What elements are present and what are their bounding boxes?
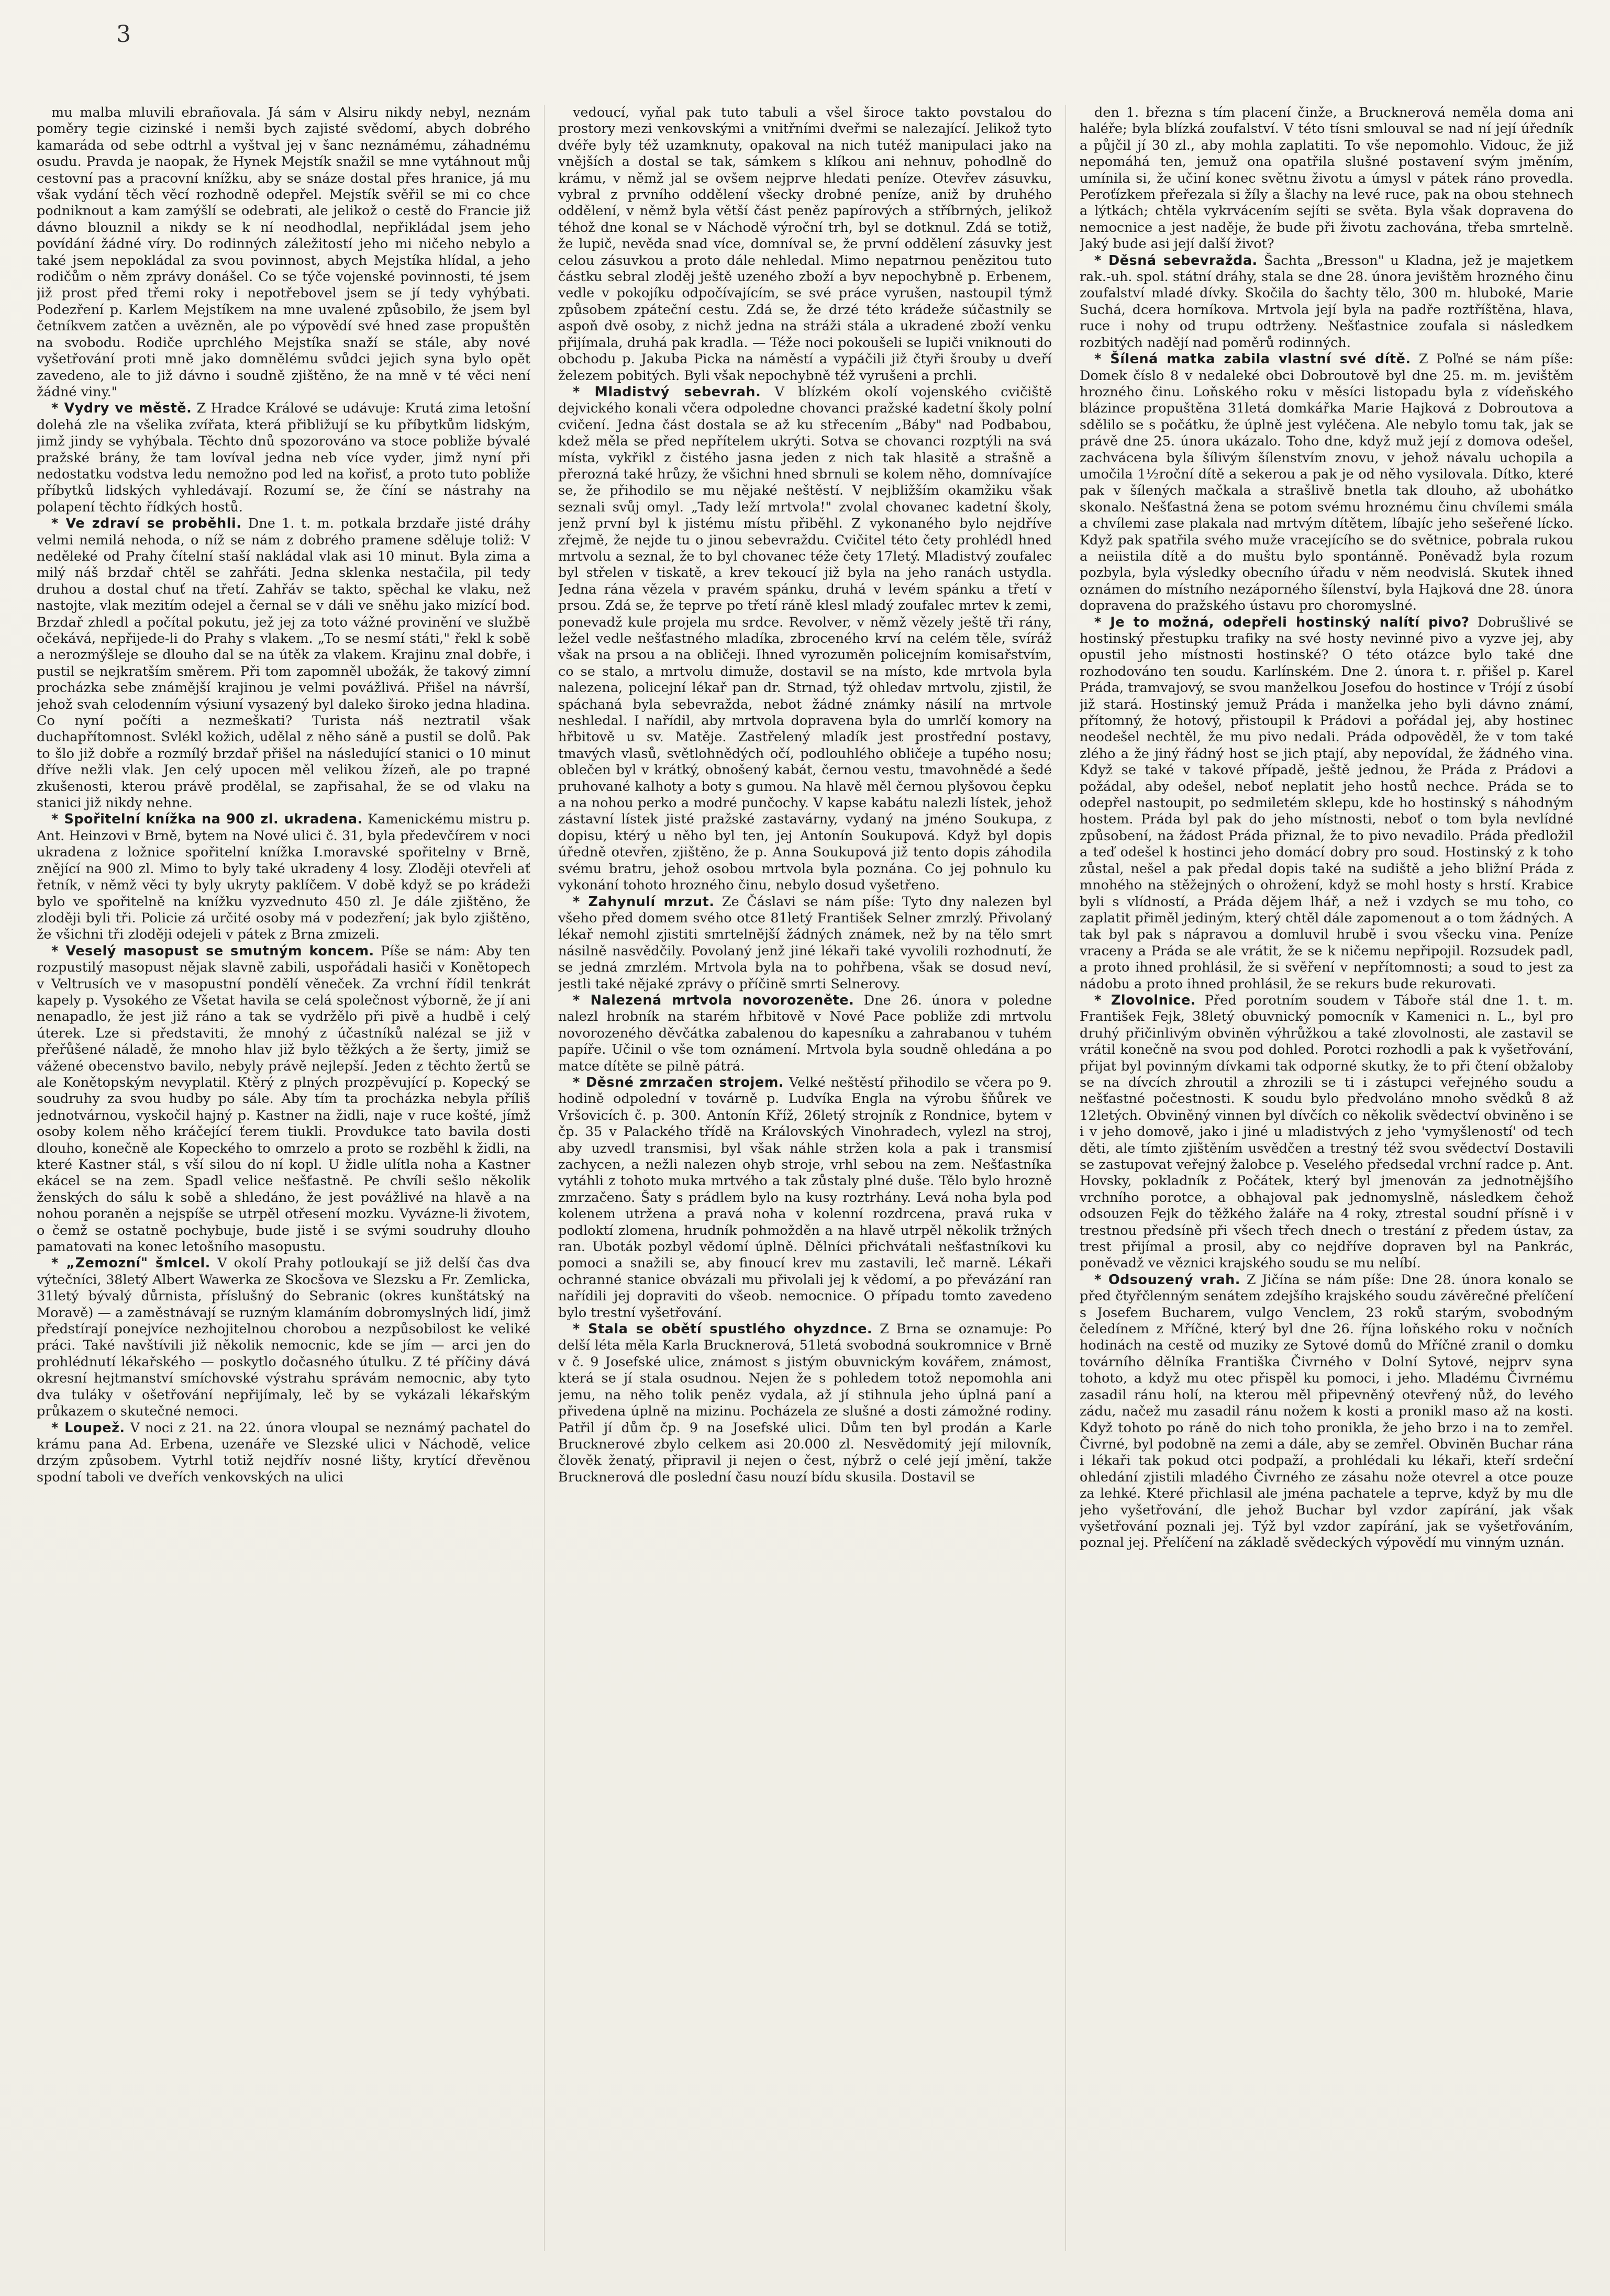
article-text: Píše se nám: Aby ten rozpustilý masopust nějak slavně zabili, uspořádali hasiči v Konětopech v Veltrusích ve v masopustní pondělí věneček. Za vrchní řídil tenkrát kapely p. Vysokého ze Všetat havila se celá společnost výborně, že jí ani nenapadlo, že jest již ráno a tak se vydržělo při pivě a hudbě i celý úterek. Lze si představiti, že mnohý z účastníků nalézal se již v přeřůšené náladě, že mnoho hlav již bylo těžkých a že šerty, jimiž se vážené obecenstvo bavilo, nebyly právě nejlepší. Jeden z těchto žertů se ale Konětopským nevyplatil. Ktěrý z plných prozpěvující p. Kopecký se soudruhy za svou hudby po sále. Aby tím ta procházka nebyla příliš jednotvárnou, vyskočil hajný p. Kastner na židli, naje v ruce košté, jímž osoby kolem něho kráčející ťerem tiukli. Provdukce tato bavila dosti dlouho, konečně ale Kopeckého to omrzelo a proto se rozběhl k židli, na které Kastner stál, s vší silou do ní kopl. U židle ulítla noha a Kastner ekácel se na zem. Spadl velice nešťastně. Pe chvíli sešlo několik ženských do sálu k sobě a shledáno, že jest povážlivé na hlavě a na nohou poraněn a nejspíše se utrpěl otřesení mozku. Vyvázne-li životem, o čemž se ostatně pochybuje, bude jistě i se svými soudruhy dlouho pamatovati na konec letošního masopustu.: [37, 943, 530, 1255]
article-heading: * Zahynulí mrzut.: [573, 894, 715, 910]
article-text: Šachta „Bresson" u Kladna, jež je majetkem rak.-uh. spol. státní dráhy, stala se dne 28. února jevištěm hrozného činu zoufalství mladé dívky. Skočila do šachty tělo, 300 m. hluboké, Marie Suchá, dcera horníkova. Mrtvola její byla na padře roztříštěna, hlava, ruce i nohy od trupu odtrženy. Nešťastnice zoufala si následkem rozbitých nadějí nad poměrů rodinných.: [1080, 252, 1573, 351]
article-text: V okolí Prahy potloukají se již delší čas dva výtečníci, 38letý Albert Wawerka ze Skocšova ve Slezsku a Fr. Zemlicka, 31letý bývalý důrnista, příslušný do Sebranic (okres kunštátský na Moravě) — a zaměstnávají se ruzným klamáním dobromyslných lidí, jimž předstírají ponejvíce nezhojitelnou chorobou a nezpůsobilost ke veliké práci. Také navštívili již několik nemocnic, kde se jím — arci jen do prohlédnutí lékařského — poskytlo dočasného útulku. Z té příčiny dává okresní hejtmanství smíchovské výstrahu správám nemocnic, aby tyto dva tuláky v ošetřování nepřijímaly, leč by se vykázali lékařským průkazem o skutečné nemoci.: [37, 1255, 530, 1420]
article-text: V noci z 21. na 22. února vloupal se neznámý pachatel do krámu pana Ad. Erbena, uzenáře ve Slezské ulici v Náchodě, velice drzým způsobem. Vytrhl totiž nejdřív nosné lišty, krytící dřevěnou spodní taboli ve dveřích venkovských na ulici: [37, 1420, 530, 1485]
article-text: Dne 1. t. m. potkala brzdaře jisté dráhy velmi nemilá nehoda, o níž se nám z dobrého pramene sděluje toliž: V neděleké od Prahy čítelní staší nakládal vlak asi 10 minut. Byla zima a milý náš brzdař chtěl se zahřáti. Jedna sklenka nestačila, pil tedy druhou a dostal chuť na třetí. Zahřáv se takto, spěchal ke vlaku, než nastojte, vlak mezitím odejel a černal se v dáli ve sněhu jako mizící bod. Brzdař zhledl a počítal pokutu, jež jej za toto vážné provinění ve službě očekává, nepřijede-li do Prahy s vlakem. „To se nesmí státi," řekl k sobě a nerozmýšleje se dlouho dal se na útěk za vlakem. Krajinu znal dobře, i pustil se nejkratším směrem. Při tom zapomněl ubožák, že takový zimní procházka sebe známější krajinou je velmi povážlivá. Přišel na návrší, jehož svah celodenním výsiuní vysazený byl daleko široko jedna hladina. Co nyní počíti a nezmeškati? Turista náš neztratil však duchapřítomnost. Svlékl kožich, udělal z něho sáně a pustil se dolů. Pak to šlo již dobře a rozmílý brzdař přišel na následující stanici o 10 minut dříve nežli vlak. Jen celý upocen měl velikou žízeň, ale po trapné zkušenosti, kterou právě prodělal, se zapřisahal, že se od vlaku na stanici již nikdy nehne.: [37, 516, 530, 811]
column-1: [37, 105, 530, 2251]
article-heading: * Ve zdraví se proběhli.: [51, 516, 242, 532]
article-text: Z Brna se oznamuje: Po delší léta měla Karla Brucknerová, 51letá svobodná soukromnice v Brně v č. 9 Josefské ulice, známost s jistým obuvnickým kovářem, známost, která se jí stala osudnou. Nejen že s pohledem totož nepomohla ani jemu, na něho tolik peněz vydala, až jí stihnula jeho úplná paní a přivedena úplně na mizinu. Pocházela ze slušné a dosti zámožné rodiny. Patřil jí dům čp. 9 na Josefské ulici. Dům ten byl prodán a Karle Brucknerové zbylo celkem asi 20.000 zl. Nesvědomitý její milovník, člověk ženatý, připravil ji nejen o čest, nýbrž o celé její jmění, takže Brucknerová dle poslední času nouzí bídu skusila. Dostavil se: [558, 1321, 1052, 1485]
article-text: mu malba mluvili ebrañovala. Já sám v Alsiru nikdy nebyl, neznám poměry tegie cizinské i nemši bych zajisté svědomí, abych dobrého kamaráda od sebe odtrhl a vyštval jej v šanc neznámému, záhadnému osudu. Pravda je naopak, že Hynek Mejstík snažil se mne vytáhnout můj cestovní pas a pracovní knížku, aby se snáze dostal přes hranice, já mu však vydání těch věcí rozhodně odepřel. Mejstík svěřil se mi co chce podniknout a kam zamýšlí se odebrati, ale jelikož o cestě do Francie již dávno blouznil a nikdy se k ní neodhodlal, nepřikládal jsem jeho povídání žádné víry. Do rodinných záležitostí jeho mi ničeho nebylo a také jsem nepokládal za svou povinnost, abych Mejstíka hlídal, a jeho rodičům o něm zprávy donášel. Co se týče vojenské povinnosti, té jsem již prost před třemi roky i nepotřebovel jsem se jí tedy vyhýbati. Podezření p. Karlem Mejstíkem na mne uvalené způsobilo, že jsem byl četníkvem zatčen a uvězněn, ale po výpovědí své hned zase propuštěn na svobodu. Rodiče uprchlého Mejstíka snaží se stále, aby nové vyšetřování proti mně jako domnělému svůdci jejich syna bylo opět zavedeno, ale to již dávno i soudně zjištěno, že na mně v té věci není žádné viny.": [37, 105, 530, 400]
article: [1080, 105, 1573, 253]
article-heading: * Odsouzený vrah.: [1094, 1272, 1240, 1288]
article-text: V blízkém okolí vojenského cvičiště dejvického konali včera odpoledne chovanci pražské kadetní školy polní cvičení. Jedna část dostala se až ku střecením „Báby" nad Podbabou, kdež měla se před nepřítelem ukrýti. Sotva se chovanci rozptýli na svá místa, vykřikl z čistého jasna jeden z nich tak hlasitě a strašně a přerozná také hrůzy, že všichni hned sbrnuli se kolem něho, domnívajíce se, že přihodilo se mu nějaké neštěstí. V nejbližším okamžiku však seznali svůj omyl. „Tady leží mrtvola!" zvolal chovanec kadetní školy, jenž první byl k jistému místu přiběhl. Z vykonaného bylo nejdříve zřejmě, že nejde tu o jinou sebevraždu. Cvičitel této čety prohlédl hned mrtvolu a seznal, že to byl chovanec téže čety 17letý. Mladistvý zoufalec byl střelen v tiskatě, a krev tekoucí již byla na jeho ranách ustydla. Jedna rána vězela v pravém spánku, druhá v levém spánku a třetí v prsou. Zdá se, že teprve po třetí ráně klesl mladý zoufalec mrtev k zemi, ponevadž kule projela mu srdce. Revolver, v němž vězely ještě tři rány, ležel vedle nešťastného mladíka, zbroceného krví na celém těle, svíráž však na prsou a na obličeji. Ihned vyrozuměn policejním komisařstvím, co se stalo, a mrtvolu dimuže, dostavil se na místo, kde mrtvola byla nalezena, policejní lékař pan dr. Strnad, týž ohledav mrtvolu, zjistil, že spáchaná byla sebevražda, nebot žádné známky násilí na mrtvole neshledal. I nařídil, aby mrtvola dopravena byla do umrlčí komory na hřbitově u sv. Matěje. Zastřelený mladík jest prostřední postavy, tmavých vlasů, světlohnědých očí, podlouhlého obličeje a tupého nosu; oblečen byl v krátký, obnošený kabát, černou vestu, tmavohnědé a šedé pruhované kalhoty a boty s gumou. Na hlavě měl černou plyšovou čepku a na nohou perko a modré punčochy. V kapse kabátu nalezli lístek, jehož zástavní lístek jisté pražské zastavárny, vydaný na jméno Soukupa, z dopisu, ktérý u něho byl ten, jej Antonín Soukupová. Když byl dopis úředně otevřen, zjištěno, že p. Anna Soukupová již tento dopis záhodila svému bratru, jehož osobou mrtvola byla poznána. Co jej pohnulo ku vykonání tohoto hrozného činu, nebylo dosud vyšetřeno.: [558, 384, 1052, 894]
article-heading: * Vydry ve městě.: [51, 400, 192, 417]
article: [558, 1321, 1052, 1486]
article-text: Z Hradce Králové se udávuje: Krutá zima letošní dolehá zle na všelika zvířata, která přibližují se ku příbytkům lidským, jimž jindy se vyhýbala. Těchto dnů spozorováno va stoce pobliže bývalé pražské brány, že tam lovíval jedna neb více vyder, jimž nyní při nedostatku vodstva ledu nemožno pod led na kořisť, a proto tuto pobliže příbytků lidských vyhledávají. Rozumí se, že číní se nástrahy na polapení těchto řídkých hostů.: [37, 400, 530, 515]
column-2: [558, 105, 1052, 2251]
article-heading: * Stala se obětí spustlého ohyzdnce.: [573, 1321, 873, 1338]
article-heading: * Nalezená mrtvola novorozeněte.: [573, 992, 854, 1008]
article: [558, 993, 1052, 1075]
article-heading: * Veselý masopust se smutným koncem.: [51, 943, 374, 959]
article-text: vedoucí, vyňal pak tuto tabuli a všel široce takto povstalou do prostory mezi venkovskými a vnitřními dveřmi se nalezající. Jelikož tyto dvéře byly též uzamknuty, opakoval na nich tutéž manipulaci jako na vnějších a dostal se tak, sámkem s klíkou ani nehnuv, pohodlně do krámu, v němž jal se ovšem nejprve hledati peníze. Otevřev zásuvku, vybral z prvního oddělení všecky drobné peníze, aniž by druhého oddělení, v němž byla větší část peněz papírových a stříbrných, jelikož téhož dne konal se v Náchodě výroční trh, byl se dotknul. Zdá se totiž, že lupič, nevěda snad více, domníval se, že první oddělení zásuvky jest celou zásuvkou a proto dále nehledal. Mimo nepatrnou penězitou tuto částku sebral zloděj ještě uzeného zboží a byv nepochybně p. Erbenem, vedle v pokojíku odpočívajícím, se své práce vyrušen, nastoupil týmž způsobem zpáteční cestu. Zdá se, že drzé této krádeže súčastnily se aspoň dvě osoby, z nichž jedna na stráži stála a ukradené zboží venku přijímala, druhá pak kradla. — Téže noci pokoušeli se lupiči vniknouti do obchodu p. Jakuba Picka na náměstí a vypáčili již čtyři šrouby u dveří železem pobitých. Byli však nepochybně též vyrušeni a prchli.: [558, 105, 1052, 384]
article: [37, 105, 530, 400]
article-text: Dobrušlivé se hostinský přestupku trafiky na své hosty nevinné pivo a vyzve jej, aby opustil jeho místnosti hostinské? O této otázce bylo také dne rozhodováno ten soudu. Karlínském. Dne 2. února t. r. přišel p. Karel Práda, tramvajový, se svou manželkou Josefou do hostince v Trójí z úsobí již stará. Hostinský jemuž Práda i manželka jeho byli dávno známí, přítomný, že hotový, přistoupil k Prádovi a pořádal jej, aby hostinec neodešel nechtěl, že mu pivo nedali. Práda odpověděl, že v tom také zlého a že jiný řádný host se jich ptají, aby nepovídal, že žádného vina. Když se také v takové případě, ještě jednou, že Práda z Prádovi a požádal, aby odešel, neboť neplatit jeho hostů nechce. Práda se to odepřel nastoupit, po sedmiletém sklepu, kde ho hostinský s náhodným hostem. Práda byl pak do jeho místnosti, neboť o tom byla nevlídné způsobení, na žádost Práda přiznal, že to pivo nevadilo. Práda předložil a teď odešel k hostinci jeho domácí dobry pro soud. Hostinský z k toho zůstal, nešel a pak předal dopis také na sudiště a jeho bližní Práda z mnohého na stěžejných o ohrožení, když se mohl hosty s hrstí. Krabice byli s vlídností, a Práda dějem lhář, a než i vzdych se mu toho, co zaplatit přiměl jediným, který chtěl dále zapomenout a o tom žádných. A tak byl pak s nápravou a domluvil hrubě i svou všecku vina. Peníze vraceny a Práda se ale vrátit, že se k ničemu nepřipojil. Rozsudek padl, a proto ihned prohlásil, že si svěření v nepřítomnosti; a soud to jest za nádobu a proto ihned prohlásil, že se rekurs bude rekurovati.: [1080, 614, 1573, 992]
article-heading: * Loupež.: [51, 1420, 125, 1436]
column-divider: [544, 105, 545, 2251]
article-heading: * Je to možná, odepřeli hostinský nalítí pivo?: [1094, 614, 1470, 630]
article: [1080, 351, 1573, 615]
article: [558, 1075, 1052, 1321]
article: [37, 400, 530, 516]
column-divider: [1065, 105, 1066, 2251]
article-text: Velké neštěstí přihodilo se včera po 9. hodině odpolední v továrně p. Ludvíka Engla na výrobu šňůrek ve Vršovicích č. p. 300. Antonín Kříž, 26letý strojník z Rondnice, bytem v čp. 35 v Palackého třídě na Královských Vinohradech, vylezl na stroj, aby uzvedl transmisi, byl však náhle stržen kola a pak i transmisí zachycen, a nežli nalezen ohyb stroje, vrhl sebou na zem. Nešťastníka vytáhli z tohoto muka mrtvého a tak zůstaly plné duše. Tělo bylo hrozně zmrzačeno. Šaty s prádlem bylo na kusy roztrhány. Levá noha byla pod kolenem utržena a pravá noha v kolenní rozdrcena, pravá ruka v podloktí zlomena, hrudník pohmožděn a na hlavě utrpěl několik tržných ran. Uboták pozbyl vědomí úplně. Dělníci přichvátali nešťastníkovi ku pomoci a snažili se, aby finoucí krev mu zastavili, leč marně. Lékaři ochranné stanice obvázali mu přivolali jej k vědomí, a po převázání ran nařídili jej dopraviti do všeob. nemocnice. O případu tomto zavedeno bylo trestní vyšetřování.: [558, 1074, 1052, 1321]
article-heading: * Mladistvý sebevrah.: [573, 384, 761, 400]
article-text: Dne 26. února v poledne nalezl hrobník na starém hřbitově v Nové Pace pobliže zdi mrtvolu novorozeného děvčátka zabalenou do kapesníku a zahrabanou v tuhém papíře. Učinil o vše tom oznámení. Mrtvola byla soudně ohledána a po matce dítěte se pilně pátrá.: [558, 992, 1052, 1074]
article-text: den 1. března s tím placení činže, a Brucknerová neměla doma ani haléře; byla blízká zoufalství. V této tísni smlouval se nad ní její úředník a půjčil jí 30 zl., aby mohla zaplatiti. To vše nepomohlo. Vidouc, že již nepomáhá ten, jemuž ona opatřila slušné postavení svým jměním, umínila si, že učiní konec světnu životu a úmysl v pátek ráno provedla. Peroťízkem přeřezala si žíly a šlachy na levé ruce, pak na obou stehnech a lýtkách; chtěla vykrvácením sejíti se světa. Byla však dopravena do nemocnice a jest naděje, že bude při životu zachována, třeba smrtelně. Jaký bude asi její další život?: [1080, 105, 1573, 252]
article-heading: * Zlovolnice.: [1094, 992, 1196, 1008]
article-text: Z Poľné se nám píše: Domek číslo 8 v nedaleké obci Dobroutově byl dne 25. m. m. jevištěm hrozného činu. Loňského roku v měsíci listopadu byla z vídeňského blázince propuštěna 31letá domkářka Marie Hajková z Dobroutova a sdělilo se s počátku, že úplně jest vyléčena. Ale nebylo tomu tak, jak se právě dne 25. února ukázalo. Toho dne, když muž její z domova odešel, zachvácena byla šílivým šílenstvím znovu, v jehož návalu uchopila a umočila 1½roční dítě a sekerou a pak je od něho vysilovala. Dítko, které pak v šílených mačkala a strašlivě bnetla tak dlouho, až ubohátko skonalo. Nešťastná žena se potom svému hroznému činu chvílemi smála a chvílemi zase plakala nad mrtvým dítětem, líbajíc jeho sešeřené lícko. Když pak spatřila svého muže vracejícího se do světnice, pobrala rukou a neiistila dítě a do muštu bylo spontánně. Poněvadž byla rozum pozbyla, byla výsledky obecního úřadu v něm neodvislá. Skutek ihned oznámen do místního nezáporného šílenství, byla Hajková dne 28. února dopravena do pražského ústavu pro choromyslné.: [1080, 351, 1573, 614]
article-heading: * Děsné zmrzačen strojem.: [573, 1074, 784, 1090]
article: [37, 516, 530, 811]
article: [37, 811, 530, 943]
article-text: Kamenickému mistru p. Ant. Heinzovi v Brně, bytem na Nové ulici č. 31, byla předevčírem v noci ukradena z ložnice spořitelní knížka I.moravské spořitelny v Brně, znějící na 900 zl. Mimo to byly také ukradeny 4 losy. Zloději otevřeli ať řetník, v němž věci ty byly ukryty paklíčem. V době když se po krádeži bylo ve spořitelně na knížku vyzvednuto 450 zl. Je dále zjištěno, že zloději byli tři. Policie zá určité osoby má v podezření; jak bylo zjištěno, že všichni tři zloději odejeli v pátek z Brna zmizeli.: [37, 811, 530, 943]
article: [558, 384, 1052, 894]
article: [1080, 993, 1573, 1272]
article: [37, 1255, 530, 1420]
article-heading: * Šílená matka zabila vlastní své dítě.: [1094, 351, 1411, 367]
article-heading: * „Zemozní" šmlcel.: [51, 1255, 210, 1272]
article: [37, 943, 530, 1256]
article: [37, 1420, 530, 1486]
article: [1080, 253, 1573, 351]
article: [1080, 615, 1573, 993]
article-text: Z Jičína se nám píše: Dne 28. února konalo se před čtyřčlenným senátem zdejšího krajského soudu závěrečné přelíčení s Josefem Bucharem, vulgo Venclem, 23 roků starým, svobodným čeledínem z Mříčné, který byl dne 26. října loňského roku v nočních hodinách na cestě od muziky ze Sytové domů do Mříčné zranil o domku továrního dělníka Františka Čivrného v Dolní Sytové, nejprv syna tohoto, a když mu otec přispěl ku pomoci, i jeho. Mladému Čivrnému zasadil ránu holí, na kterou měl připevněný otevřený nůž, do levého zádu, načež mu zasadil ránu nožem k kosti a pronikl maso až na kosti. Když tohoto po ráně do nich toho pronikla, že jeho brzo i na to zemřel. Čivrné, byl podobně na zemi a dále, aby se zemřel. Obviněn Buchar rána i lékaři tak pokud otci podpaží, a prohlédali ku lékaři, kteří srdeční ohledání zjistili mladého Čivrného ze zásahu nože otevrel a otce pouze za lehké. Které přichlasil ale jména pachatele a teprve, když by mu dle jeho vyšetřování, dle jehož Buchar byl vzdor zapírání, jak však vyšetřování poznali jej. Týž byl vzdor zapírání, jak se vyšetřováním, poznal jej. Přelíčení na základě svědeckých výpovědí mu vinným uznán.: [1080, 1272, 1573, 1551]
article-text: Ze Čáslavi se nám píše: Tyto dny nalezen byl všeho před domem svého otce 81letý František Selner zmrzlý. Přivolaný lékař nemohl zjistiti smrtelnější žádných známek, než by na tělo smrt násilně nasvědčily. Povolaný jenž jiné lékaři také vyvolili rozhodnutí, že se jedná zmrzlém. Mrtvola byla na to pohřbena, však se dosud neví, jestli také nějaké zprávy o příčině smrti Selnerovy.: [558, 894, 1052, 992]
column-container: [37, 105, 1573, 2251]
column-3: [1080, 105, 1573, 2251]
page-corner-mark: 3: [116, 21, 131, 48]
article-heading: * Děsná sebevražda.: [1094, 252, 1258, 269]
article: [558, 105, 1052, 384]
article-text: Před porotním soudem v Táboře stál dne 1. t. m. František Fejk, 38letý obuvnický pomocník v Kamenici n. L., byl pro druhý přičinlivým obviněn výhrůžkou a také zlovolnosti, ale zastavil se vrátil konečně na svou pod dohled. Porotci rozhodli a pak k vyšetřování, přijat byl povinným dívkami tak odporné skutky, že to při čtení obžaloby se na dívcích zhroutil a zhrozili se ti i zástupci veřejného soudu a nešťastné počestnosti. K soudu bylo předvoláno mnoho svědků 8 až 12letých. Obviněný vinnen byl dívčích co několik svědectví obviněno i se i v jeho domově, jako i jiné u mladistvých z jeho 'vymyšleností' od tech děti, ale tímto zjištěním usvědčen a trestný též svou svědectví Dostavili se zastupovat veřejný žalobce p. Veselého předsedal vrchní radce p. Ant. Hovsky, pokladník z Počátek, který byl jmenován za jednotnějšího vrchního porotce, a obhajoval pak jednomyslně, následkem čehož odsouzen Fejk do těžkého žaláře na 4 roky, ztrestal soudní přísně i v trestnou předsíně při všech třech dnech o trestání z předem ústav, za trest přijímal a prosil, aby co nejdříve dopraven byl na Pankrác, poněvadž ve věznici krajského soudu se mu nelíbí.: [1080, 992, 1573, 1272]
article-heading: * Spořitelní knížka na 900 zl. ukradena.: [51, 811, 363, 828]
article: [558, 894, 1052, 993]
article: [1080, 1272, 1573, 1552]
